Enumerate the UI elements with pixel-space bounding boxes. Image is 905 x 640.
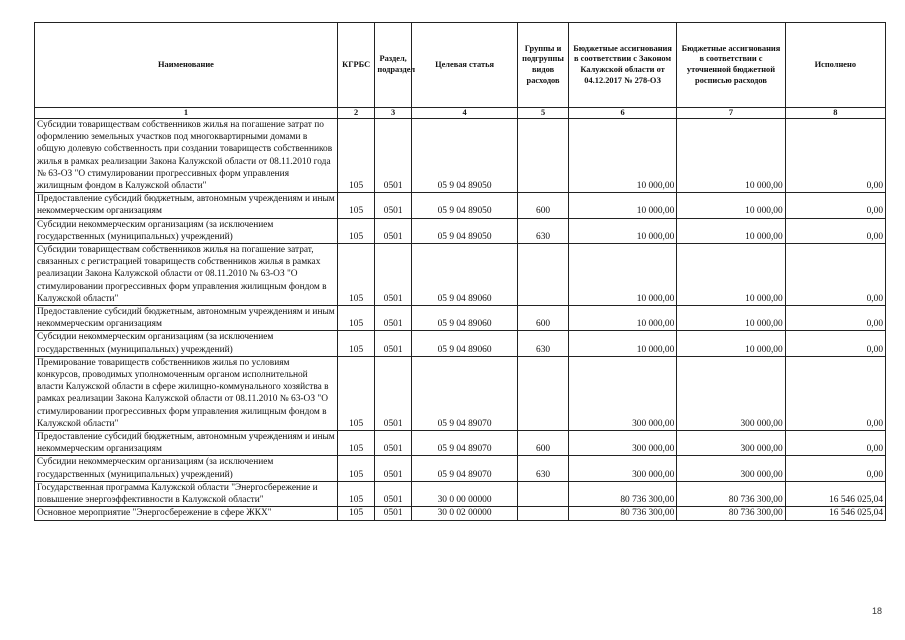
row-section: 0501: [375, 331, 411, 356]
column-number: 6: [568, 108, 676, 119]
table-row: [35, 507, 886, 520]
row-refined-allocation: 80 736 300,00: [677, 507, 785, 520]
row-name: Предоставление субсидий бюджетным, автономным учреждениям и иным некоммерческим организациям: [35, 431, 338, 456]
row-refined-allocation: 80 736 300,00: [677, 481, 785, 506]
row-name: Субсидии некоммерческим организациям (за исключением государственных (муниципальных) учреждений): [35, 218, 338, 243]
row-executed: 0,00: [785, 456, 885, 481]
row-kgrbs: 105: [337, 431, 374, 456]
column-number: 7: [677, 108, 785, 119]
row-section: 0501: [375, 431, 411, 456]
row-name: Субсидии товариществам собственников жилья на погашение затрат по оформлению земельных участков под многоквартирными домами в общую долевую собственность при создании товариществ собственников жилья в рамках реализации Закона Калужской области от 08.11.2010 года № 63-ОЗ "О стимулировании прогрессивных форм управления жилищным фондом в Калужской области": [35, 119, 338, 193]
page-number: 18: [872, 606, 883, 616]
column-header-section: Раздел, подраздел: [375, 23, 411, 108]
row-refined-allocation: 10 000,00: [677, 306, 785, 331]
row-executed: 0,00: [785, 331, 885, 356]
row-name: Премирование товариществ собственников жилья по условиям конкурсов, проводимых уполномоченным органом исполнительной власти Калужской области в сфере жилищно-коммунального хозяйства в рамках реализации Закона Калужской области от 08.11.2010 № 63-ОЗ "О стимулировании прогрессивных форм управления жилищным фондом в Калужской области": [35, 356, 338, 430]
table-row: [35, 306, 886, 331]
row-law-allocation: 10 000,00: [568, 218, 676, 243]
column-header-law-allocations: Бюджетные ассигнования в соответствии с Законом Калужской области от 04.12.2017 № 278-ОЗ: [568, 23, 676, 108]
table-row: [35, 356, 886, 430]
column-header-kgrbs: КГРБС: [337, 23, 374, 108]
row-law-allocation: 10 000,00: [568, 193, 676, 218]
row-name: Субсидии товариществам собственников жилья на погашение затрат, связанных с регистрацией товариществ собственников жилья в рамках реализации Закона Калужской области от 08.11.2010 № 63-ОЗ "О стимулировании прогрессивных форм управления жилищным фондом в Калужской области": [35, 244, 338, 306]
row-section: 0501: [375, 356, 411, 430]
row-expense-group: [518, 244, 569, 306]
row-target-article: 05 9 04 89070: [411, 431, 517, 456]
table-row: [35, 193, 886, 218]
row-executed: 0,00: [785, 431, 885, 456]
row-expense-group: 630: [518, 218, 569, 243]
row-name: Государственная программа Калужской области "Энергосбережение и повышение энергоэффективности в Калужской области": [35, 481, 338, 506]
row-refined-allocation: 300 000,00: [677, 456, 785, 481]
row-target-article: 05 9 04 89050: [411, 119, 517, 193]
row-law-allocation: 300 000,00: [568, 456, 676, 481]
row-name: Основное мероприятие "Энергосбережение в сфере ЖКХ": [35, 507, 338, 520]
budget-table: [34, 22, 886, 521]
row-executed: 0,00: [785, 193, 885, 218]
row-target-article: 30 0 02 00000: [411, 507, 517, 520]
column-number: 4: [411, 108, 517, 119]
row-executed: 0,00: [785, 218, 885, 243]
row-section: 0501: [375, 119, 411, 193]
row-target-article: 05 9 04 89070: [411, 356, 517, 430]
row-target-article: 05 9 04 89060: [411, 306, 517, 331]
row-refined-allocation: 10 000,00: [677, 218, 785, 243]
column-header-name: Наименование: [35, 23, 338, 108]
row-executed: 0,00: [785, 356, 885, 430]
table-row: [35, 119, 886, 193]
row-law-allocation: 300 000,00: [568, 356, 676, 430]
row-section: 0501: [375, 306, 411, 331]
row-target-article: 05 9 04 89070: [411, 456, 517, 481]
row-kgrbs: 105: [337, 481, 374, 506]
row-section: 0501: [375, 218, 411, 243]
column-number: 8: [785, 108, 885, 119]
row-expense-group: 630: [518, 456, 569, 481]
row-expense-group: [518, 356, 569, 430]
row-name: Субсидии некоммерческим организациям (за исключением государственных (муниципальных) учреждений): [35, 331, 338, 356]
row-refined-allocation: 10 000,00: [677, 193, 785, 218]
row-kgrbs: 105: [337, 193, 374, 218]
row-law-allocation: 10 000,00: [568, 244, 676, 306]
row-kgrbs: 105: [337, 331, 374, 356]
table-row: [35, 218, 886, 243]
table-row: [35, 331, 886, 356]
row-section: 0501: [375, 456, 411, 481]
row-kgrbs: 105: [337, 306, 374, 331]
row-section: 0501: [375, 244, 411, 306]
column-header-target-article: Целевая статья: [411, 23, 517, 108]
row-expense-group: [518, 507, 569, 520]
row-target-article: 05 9 04 89060: [411, 331, 517, 356]
row-target-article: 05 9 04 89050: [411, 218, 517, 243]
row-kgrbs: 105: [337, 244, 374, 306]
row-expense-group: 600: [518, 193, 569, 218]
row-law-allocation: 10 000,00: [568, 331, 676, 356]
row-expense-group: 630: [518, 331, 569, 356]
column-number: 3: [375, 108, 411, 119]
column-number-row: [35, 108, 886, 119]
row-executed: 0,00: [785, 119, 885, 193]
row-refined-allocation: 10 000,00: [677, 331, 785, 356]
row-refined-allocation: 300 000,00: [677, 356, 785, 430]
row-executed: 16 546 025,04: [785, 481, 885, 506]
row-kgrbs: 105: [337, 356, 374, 430]
row-refined-allocation: 300 000,00: [677, 431, 785, 456]
row-name: Предоставление субсидий бюджетным, автономным учреждениям и иным некоммерческим организациям: [35, 306, 338, 331]
column-header-refined-allocations: Бюджетные ассигнования в соответствии с уточненной бюджетной росписью расходов: [677, 23, 785, 108]
row-law-allocation: 80 736 300,00: [568, 481, 676, 506]
column-number: 5: [518, 108, 569, 119]
row-expense-group: 600: [518, 431, 569, 456]
row-executed: 16 546 025,04: [785, 507, 885, 520]
row-expense-group: 600: [518, 306, 569, 331]
row-law-allocation: 300 000,00: [568, 431, 676, 456]
row-section: 0501: [375, 481, 411, 506]
column-number: 2: [337, 108, 374, 119]
row-refined-allocation: 10 000,00: [677, 244, 785, 306]
row-kgrbs: 105: [337, 507, 374, 520]
row-law-allocation: 80 736 300,00: [568, 507, 676, 520]
row-name: Субсидии некоммерческим организациям (за исключением государственных (муниципальных) учреждений): [35, 456, 338, 481]
row-kgrbs: 105: [337, 218, 374, 243]
row-executed: 0,00: [785, 306, 885, 331]
row-kgrbs: 105: [337, 456, 374, 481]
header-row: [35, 23, 886, 108]
row-expense-group: [518, 481, 569, 506]
row-section: 0501: [375, 507, 411, 520]
row-target-article: 05 9 04 89050: [411, 193, 517, 218]
row-law-allocation: 10 000,00: [568, 306, 676, 331]
row-kgrbs: 105: [337, 119, 374, 193]
row-section: 0501: [375, 193, 411, 218]
row-expense-group: [518, 119, 569, 193]
row-executed: 0,00: [785, 244, 885, 306]
table-row: [35, 244, 886, 306]
row-name: Предоставление субсидий бюджетным, автономным учреждениям и иным некоммерческим организациям: [35, 193, 338, 218]
row-target-article: 30 0 00 00000: [411, 481, 517, 506]
row-refined-allocation: 10 000,00: [677, 119, 785, 193]
table-row: [35, 456, 886, 481]
column-header-expense-group: Группы и подгруппы видов расходов: [518, 23, 569, 108]
budget-report-sheet: [34, 22, 886, 521]
table-row: [35, 481, 886, 506]
column-header-executed: Исполнено: [785, 23, 885, 108]
table-row: [35, 431, 886, 456]
column-number: 1: [35, 108, 338, 119]
row-target-article: 05 9 04 89060: [411, 244, 517, 306]
row-law-allocation: 10 000,00: [568, 119, 676, 193]
